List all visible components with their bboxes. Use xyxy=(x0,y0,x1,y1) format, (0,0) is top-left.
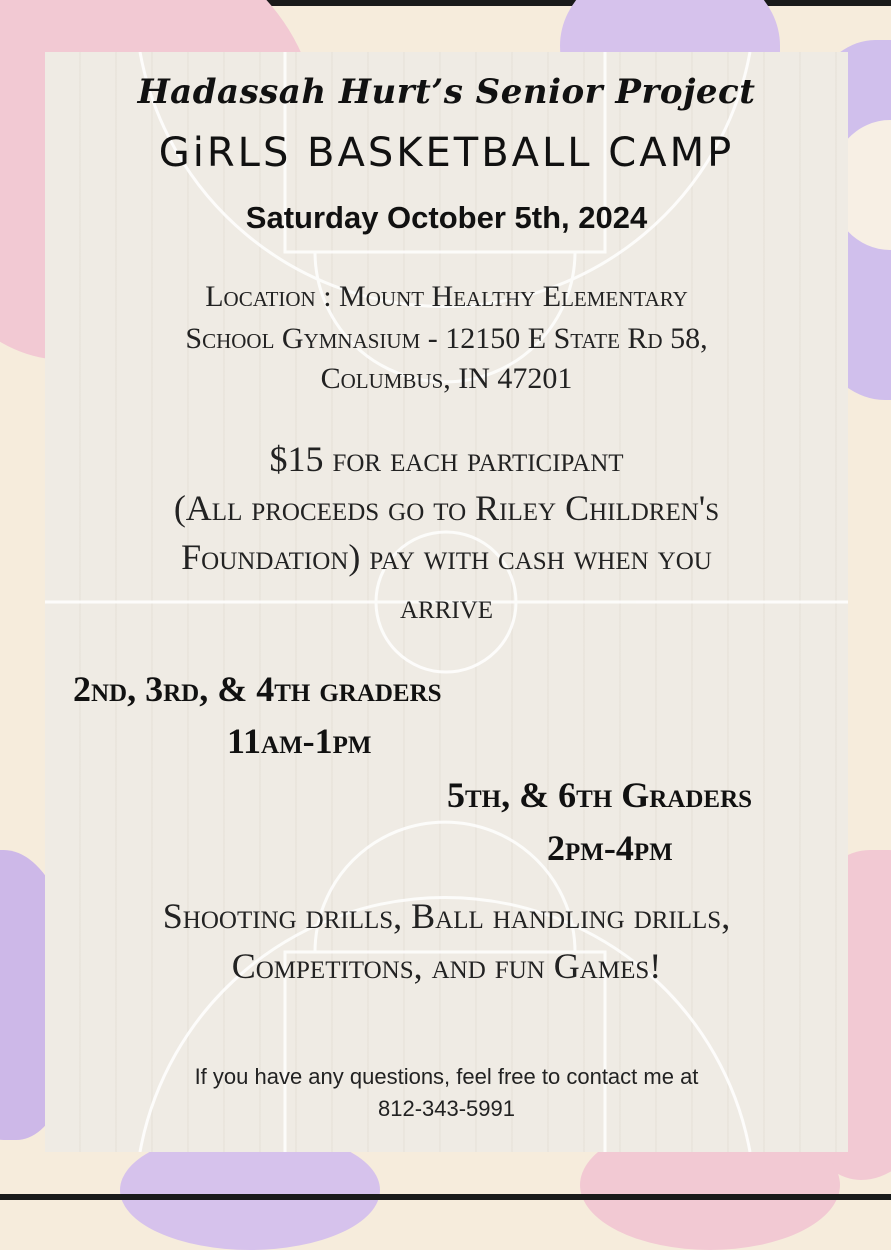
price-line: $15 for each participant xyxy=(269,439,624,479)
camp-title: GiRLS BASKETBALL CAMP xyxy=(158,130,735,176)
flyer-panel xyxy=(45,52,848,1152)
group1-grades: 2nd, 3rd, & 4th graders xyxy=(73,669,442,709)
group1-time: 11am-1pm xyxy=(227,721,372,761)
contact-phone: 812-343-5991 xyxy=(377,1096,515,1121)
price-line: arrive xyxy=(399,586,494,626)
location-line: Location : Mount Healthy Elementary xyxy=(205,280,688,313)
price-line: Foundation) pay with cash when you xyxy=(181,537,712,577)
activities-line: Competitons, and fun Games! xyxy=(231,946,662,986)
price-line: (All proceeds go to Riley Children's xyxy=(173,488,720,528)
activities-line: Shooting drills, Ball handling drills, xyxy=(162,896,731,936)
flyer-content xyxy=(45,52,848,1152)
group2-time: 2pm-4pm xyxy=(547,828,673,868)
contact-text: If you have any questions, feel free to contact me at xyxy=(194,1064,699,1089)
location-line: Columbus, IN 47201 xyxy=(320,362,573,395)
event-date: Saturday October 5th, 2024 xyxy=(245,200,648,235)
location-line: School Gymnasium - 12150 E State Rd 58, xyxy=(185,322,708,355)
project-title: Hadassah Hurt’s Senior Project xyxy=(137,72,756,112)
bottom-border xyxy=(0,1194,891,1200)
group2-grades: 5th, & 6th Graders xyxy=(447,775,753,815)
